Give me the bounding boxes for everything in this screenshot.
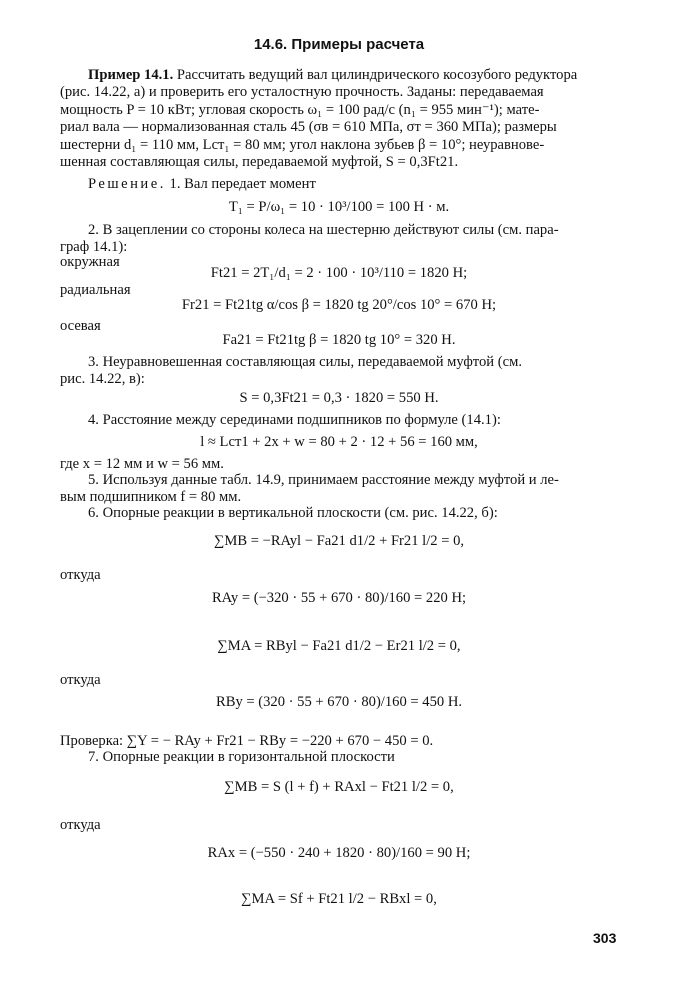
step7-line: 7. Опорные реакции в горизонтальной плоскости <box>88 749 395 765</box>
label-whence-1: откуда <box>60 567 101 583</box>
equation-fr: Fr21 = Ft21tg α/cos β = 1820 tg 20°/cos 10° = 670 Н; <box>181 297 497 313</box>
equation-mb-vertical: ∑MB = −RAyl − Fa21 d1/2 + Fr21 l/2 = 0, <box>213 533 465 549</box>
equation-torque: T₁ = P/ω₁ = 10 · 10³/100 = 100 Н · м. <box>228 199 450 215</box>
example-line-5: шестерни d₁ = 110 мм, Lст₁ = 80 мм; угол наклона зубьев β = 10°; неуравнове- <box>60 137 545 153</box>
label-whence-3: откуда <box>60 817 101 833</box>
equation-s: S = 0,3Ft21 = 0,3 · 1820 = 550 Н. <box>239 390 439 406</box>
equation-mb-horizontal: ∑MB = S (l + f) + RAxl − Ft21 l/2 = 0, <box>224 779 454 795</box>
step4-line: 4. Расстояние между серединами подшипников по формуле (14.1): <box>88 412 501 428</box>
label-radial: радиальная <box>60 282 131 298</box>
check-line: Проверка: ∑Y = − RAy + Fr21 − RBy = −220 + 670 − 450 = 0. <box>60 733 434 749</box>
equation-ft: Ft21 = 2T₁/d₁ = 2 · 100 · 10³/110 = 1820 Н; <box>210 265 468 281</box>
section-heading: 14.6. Примеры расчета <box>253 36 425 53</box>
step5-line-2: вым подшипником f = 80 мм. <box>60 489 242 505</box>
equation-ma-horizontal: ∑MA = Sf + Ft21 l/2 − RBxl = 0, <box>241 891 437 907</box>
label-whence-2: откуда <box>60 672 101 688</box>
step3-line-1: 3. Неуравновешенная составляющая силы, передаваемой муфтой (см. <box>88 354 522 370</box>
example-line-6: шенная составляющая силы, передаваемой муфтой, S = 0,3Ft21. <box>60 154 459 170</box>
equation-fa: Fa21 = Ft21tg β = 1820 tg 10° = 320 Н. <box>222 332 456 348</box>
example-line-2: (рис. 14.22, а) и проверить его усталостную прочность. Заданы: передаваемая <box>60 84 544 100</box>
step2-line-1: 2. В зацеплении со стороны колеса на шестерню действуют силы (см. пара- <box>88 222 559 238</box>
equation-ray: RAy = (−320 · 55 + 670 · 80)/160 = 220 Н; <box>211 590 467 606</box>
solution-line: Решение. 1. Вал передает момент <box>88 176 316 192</box>
equation-l: l ≈ Lст1 + 2x + w = 80 + 2 · 12 + 56 = 160 мм, <box>200 434 478 450</box>
equation-rby: RBy = (320 · 55 + 670 · 80)/160 = 450 Н. <box>215 694 463 710</box>
step2-line-2: граф 14.1): <box>60 239 128 255</box>
page-number: 303 <box>593 930 617 946</box>
step6-line: 6. Опорные реакции в вертикальной плоскости (см. рис. 14.22, б): <box>88 505 498 521</box>
equation-rax: RAx = (−550 · 240 + 1820 · 80)/160 = 90 Н; <box>207 845 471 861</box>
example-label: Пример 14.1. <box>88 67 174 83</box>
example-line-3: мощность P = 10 кВт; угловая скорость ω₁ = 100 рад/с (n₁ = 955 мин⁻¹); мате- <box>60 102 540 118</box>
label-circumferential: окружная <box>60 254 120 270</box>
label-axial: осевая <box>60 318 101 334</box>
step5-line-1: 5. Используя данные табл. 14.9, принимаем расстояние между муфтой и ле- <box>88 472 559 488</box>
step3-line-2: рис. 14.22, в): <box>60 371 145 387</box>
solution-label: Решение. <box>88 176 166 192</box>
example-line-1: Пример 14.1. Рассчитать ведущий вал цилиндрического косозубого редуктора <box>60 67 622 84</box>
equation-ma-vertical: ∑MA = RByl − Fa21 d1/2 − Er21 l/2 = 0, <box>217 638 461 654</box>
step4-where: где x = 12 мм и w = 56 мм. <box>60 456 224 472</box>
example-line-4: риал вала — нормализованная сталь 45 (σв = 610 МПа, σт = 360 МПа); размеры <box>60 119 557 135</box>
